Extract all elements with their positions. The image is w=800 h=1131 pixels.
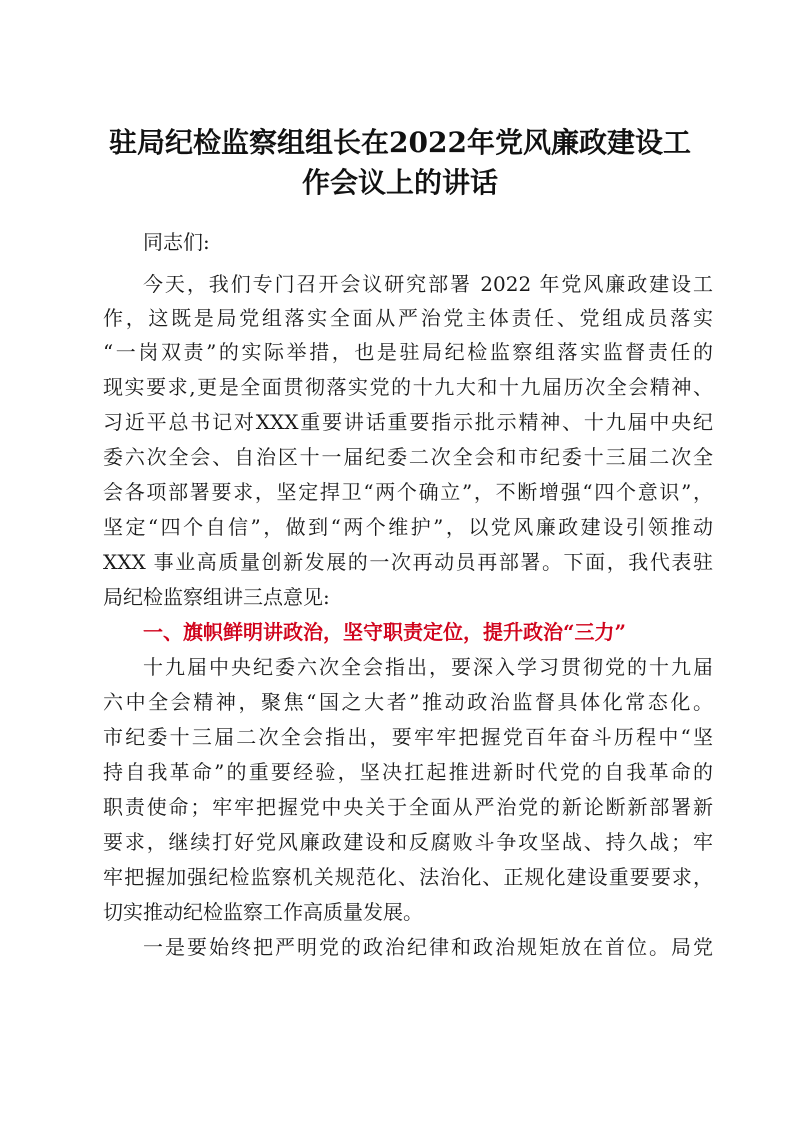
paragraph-2-line: 牢把握加强纪检监察机关规范化、法治化、正规化建设重要要求， bbox=[103, 865, 713, 889]
paragraph-1-line: 会各项部署要求，坚定捍卫“两个确立”，不断增强“四个意识”， bbox=[103, 480, 713, 504]
paragraph-1-line: 今天，我们专门召开会议研究部署 2022 年党风廉政建设工 bbox=[143, 272, 713, 296]
paragraph-3-line: 一是要始终把严明党的政治纪律和政治规矩放在首位。局党 bbox=[143, 935, 713, 959]
salutation: 同志们: bbox=[143, 230, 210, 254]
document-title-line-2: 作会议上的讲话 bbox=[301, 166, 498, 199]
section-1-heading: 一、旗帜鲜明讲政治，坚守职责定位，提升政治“三力” bbox=[143, 620, 627, 644]
paragraph-1-line: 坚定“四个自信”，做到“两个维护”，以党风廉政建设引领推动 bbox=[103, 515, 713, 539]
paragraph-1-line: 现实要求,更是全面贯彻落实党的十九大和十九届历次全会精神、 bbox=[103, 375, 713, 399]
paragraph-1-line: 作，这既是局党组落实全面从严治党主体责任、党组成员落实 bbox=[103, 306, 713, 330]
paragraph-1-line: 委六次全会、自治区十一届纪委二次全会和市纪委十三届二次全 bbox=[103, 445, 713, 469]
paragraph-1-line: 局纪检监察组讲三点意见: bbox=[103, 585, 330, 609]
paragraph-1-line: “一岗双责”的实际举措，也是驻局纪检监察组落实监督责任的 bbox=[103, 340, 713, 364]
paragraph-2-line: 持自我革命”的重要经验，坚决扛起推进新时代党的自我革命的 bbox=[103, 760, 713, 784]
paragraph-2-line: 要求，继续打好党风廉政建设和反腐败斗争攻坚战、持久战；牢 bbox=[103, 830, 713, 854]
paragraph-2-line: 十九届中央纪委六次全会指出，要深入学习贯彻党的十九届 bbox=[143, 655, 713, 679]
paragraph-1-line: 习近平总书记对XXX重要讲话重要指示批示精神、十九届中央纪 bbox=[103, 410, 713, 434]
document-title-line-1: 驻局纪检监察组组长在2022年党风廉政建设工 bbox=[109, 126, 691, 159]
paragraph-2-line: 职责使命；牢牢把握党中央关于全面从严治党的新论断新部署新 bbox=[103, 795, 713, 819]
paragraph-2-line: 市纪委十三届二次全会指出，要牢牢把握党百年奋斗历程中“坚 bbox=[103, 725, 713, 749]
paragraph-1-line: XXX 事业高质量创新发展的一次再动员再部署。下面，我代表驻 bbox=[103, 550, 713, 574]
paragraph-2-line: 切实推动纪检监察工作高质量发展。 bbox=[103, 900, 423, 924]
paragraph-2-line: 六中全会精神，聚焦“国之大者”推动政治监督具体化常态化。 bbox=[103, 690, 713, 714]
